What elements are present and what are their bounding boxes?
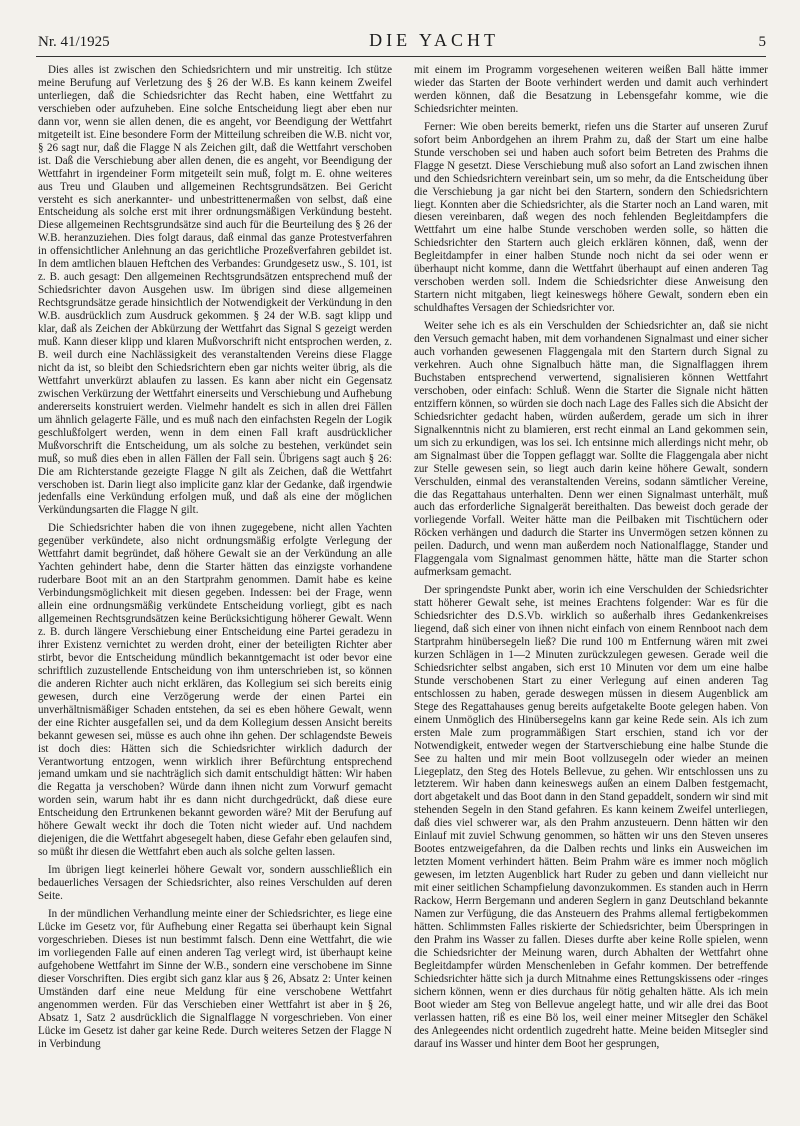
masthead-title: DIE YACHT xyxy=(369,30,499,50)
paragraph: Weiter sehe ich es als ein Verschulden der Schiedsrichter an, daß sie nicht den Versuch gemacht haben, mit dem vorhandenen Signalmast und einer sicher auch vorhanden gewesenen Flaggengala mit den Startern durch Signal zu verkehren. Auch ohne Signalbuch hätte man, die Signalflaggen ihrem Buchstaben entsprechend verwertend, signalisieren können Wettfahrt verschoben, oder einfach: Schluß. Wenn die Starter die Signale nicht hätten entziffern können, so würden sie doch nach Lage des Falles sich die Absicht der Schiedsrichter gedacht haben, würden außerdem, gerade um sich in ihrer Signalkenntnis nicht zu blamieren, erst recht einmal an Land gekommen sein, um sich zu erkundigen, was los sei. Ich entsinne mich allerdings nicht mehr, ob am Signalmast über die Toppen geflaggt war. Sollte die Flaggengala aber nicht zur Stelle gewesen sein, so liegt auch darin keine höhere Gewalt, sondern Verschulden, einmal des veranstaltenden Vereins, sodann sämtlicher Vereine, die das Regattahaus unterhalten. Denn wer einen Signalmast unterhält, muß auch das erforderliche Signalgerät bereithalten. Das beweist doch gerade der vorliegende Vorfall. Weiter hätte man die Peilbaken mit Tischtüchern oder Röcken verhängen und dadurch die Starter ins Unvermögen setzen können zu peilen. Dadurch, und wenn man außerdem noch Nationalflagge, Stander und Flaggengala vom Signalmast genommen hätte, hätte man die Starter schon aufmerksam gemacht. xyxy=(414,320,768,579)
left-column xyxy=(38,64,392,1116)
paragraph: Der springendste Punkt aber, worin ich eine Verschulden der Schiedsrichter statt höherer Gewalt sehe, ist meines Erachtens folgender: War es für die Schiedsrichter des D.S.Vb. wirklich so außerhalb ihres Gedankenkreises liegend, daß sich einer von ihnen nicht einfach von einem Rennboot nach dem Startprahm hinübersegeln ließ? Die rund 100 m Entfernung wären mit zwei kurzen Schlägen in 1—2 Minuten zurückzulegen gewesen. Gerade weil die Schiedsrichter selbst angaben, sich erst 10 Minuten vor dem um eine halbe Stunde verschobenen Start zu einer Verlegung auf einen anderen Tag entschlossen zu haben, gerade deswegen müssen in diesem Augenblick am Stege des Regattahauses genug bereits aufgetakelte Boote gelegen haben. Von einem Unmöglich des Hinübersegelns kann gar keine Rede sein. Als ich zum ersten Male zum programmäßigen Start erschien, stand ich vor der Notwendigkeit, entweder wegen der Startverschiebung eine halbe Stunde die See zu halten und mir mein Boot vollzusegeln oder wieder an meinen Liegeplatz, den Steg des Hotels Bellevue, zu gehen. Wir entschlossen uns zu letzterem. Wir haben dann keineswegs außen an einem Dalben festgemacht, dort abgetakelt und das Boot dann in den Stand gepaddelt, sondern wir sind mit stehenden Segeln in den Stand gefahren. Es kann keinem Zweifel unterliegen, daß dies viel schwerer war, als den Prahm anzusteuern. Denn hätten wir den Einlauf mit zuviel Schwung genommen, so hätten wir uns den Steven unseres Bootes entzweigefahren, da die Dalben rechts und links ein Ausweichen im letzten Moment verhindert hätten. Beim Prahm wäre es immer noch möglich gewesen, im letzten Augenblick hart Ruder zu geben und dann vielleicht nur mit einer seitlichen Schampfielung davonzukommen. Es standen auch in Herrn Rackow, Herrn Bergemann und anderen Seglern in ganz Deutschland bekannte Namen zur Verfügung, die das Ansteuern des Prahms allemal fertigbekommen hätten. Schlimmsten Falles riskierte der Schiedsrichter, beim Überspringen in den Prahm ins Wasser zu fallen. Dieses durfte aber keine Rolle spielen, wenn die Schiedsrichter der Meinung waren, durch Abhalten der Wettfahrt ohne Begleitdampfer würden Menschenleben in Gefahr kommen. Der betreffende Schiedsrichter hätte sich ja durch Mitnahme eines Rettungskissens oder -ringes sichern können, wenn er dies durchaus für nötig gehalten hätte. Als ich mein Boot wieder am Steg von Bellevue angelegt hatte, und wir alle drei das Boot verlassen hatten, riß es eine Bö los, weil einer meiner Mitsegler den Schäkel des Anlegeendes nicht ordentlich zugedreht hatte. Meine beiden Mitsegler sind darauf ins Wasser und hinter dem Boot her gesprungen, xyxy=(414,584,768,1050)
paragraph: Im übrigen liegt keinerlei höhere Gewalt vor, sondern ausschließlich ein bedauerliches Versagen der Schiedsrichter, also reines Verschulden auf deren Seite. xyxy=(38,864,392,903)
header-rule xyxy=(36,56,766,57)
page-header xyxy=(38,30,766,52)
paragraph: Die Schiedsrichter haben die von ihnen zugegebene, nicht allen Yachten gegenüber verkündete, also nicht ordnungsmäßig erfolgte Verlegung der Wettfahrt damit begründet, daß höhere Gewalt sie an der Verkündung an alle Yachten gehindert habe, denn die Starter hätten das einzigste vorhandene ruderbare Boot mit an an den Startprahm genommen. Damit habe es keine Verbindungsmöglichkeit mit diesen gegeben. Indessen: bei der Frage, wenn allein eine ordnungsmäßig verkündete Entscheidung vorliegt, gibt es nach allgemeinen Rechtsgrundsätzen keine Berücksichtigung höherer Gewalt. Wenn z. B. durch längere Verschiebung einer Entscheidung eine Partei geradezu in ihrer Existenz vernichtet zu werden droht, einer der beteiligten Richter aber stirbt, bevor die Entscheidung mündlich bekanntgemacht ist oder bevor eine schriftlich zuzustellende Entscheidung von ihm unterschrieben ist, so können die anderen Richter auch nicht erklären, das Kollegium sei sich bereits einig gewesen, durch eine Verzögerung werde der einen Partei ein unverhältnismäßiger Schaden entstehen, da sei es eben höhere Gewalt, wenn der eine Richter ausgefallen sei, und da dem Kollegium dessen Ansicht bereits bekannt gewesen sei, müsse es auch ohne ihn gehen. Der schlagendste Beweis ist doch dies: Hätten sich die Schiedsrichter wirklich dadurch der Verantwortung entzogen, wenn wirklich ihrer Befürchtung entsprechend jemand umkam und sie nachträglich sich damit entschuldigt hätten: Wir haben die Regatta ja verschoben? Würde dann ihnen nicht zum Vorwurf gemacht worden sein, warum habt ihr es dann nicht durchgedrückt, daß diese eure Entscheidung den Ertrunkenen bekannt geworden wäre? Mit der Berufung auf höhere Gewalt weckt ihr doch die Toten nicht wieder auf. Und nachdem diejenigen, die die Wettfahrt abgesegelt haben, diese Gefahr eben gelaufen sind, so müßt ihr diesen die Wettfahrt eben auch als solche gelten lassen. xyxy=(38,522,392,859)
issue-number: Nr. 41/1925 xyxy=(38,34,110,50)
paragraph: Ferner: Wie oben bereits bemerkt, riefen uns die Starter auf unseren Zuruf sofort beim Anbordgehen an ihrem Prahm zu, daß der Start um eine halbe Stunde verschoben sei und haben auch sofort beim Betreten des Prahms die Flagge N gesetzt. Diese Verschiebung muß also sofort an Land zwischen ihnen und den Schiedsrichtern vereinbart sein, um so mehr, da die Entscheidung über die Verschiebung ja gar nicht bei den Startern, sondern den Schiedsrichtern liegt. Konnten aber die Schiedsrichter, als die Starter noch an Land waren, mit diesen vereinbaren, daß wegen des noch fehlenden Begleitdampfers die Wettfahrt um eine halbe Stunde verschoben werden solle, so hätten die Schiedsrichter den Startern auch gleich erklären können, daß, wenn der Begleitdampfer in einer halben Stunde noch nicht da sei oder wenn er überhaupt nicht komme, dann die Wettfahrt überhaupt auf einen anderen Tag verschoben werden soll. Indem die Schiedsrichter diese Anweisung den Startern nicht mitgaben, liegt keineswegs höhere Gewalt, sondern eben ein schuldhaftes Versagen der Schiedsrichter vor. xyxy=(414,120,768,315)
right-column xyxy=(414,64,768,1116)
paragraph: Dies alles ist zwischen den Schiedsrichtern und mir unstreitig. Ich stütze meine Berufung auf Verletzung des § 26 der W.B. Es kann keinem Zweifel unterliegen, daß die Schiedsrichter das Recht haben, eine Wettfahrt zu verschieben oder aufzuheben. Eine solche Entscheidung liegt aber eben nur dann vor, wenn sie allen denen, die es angeht, vor Beendigung der Wettfahrt mitgeteilt ist. Eine besondere Form der Mitteilung schreiben die W.B. nicht vor, § 26 sagt nur, daß die Flagge N als Zeichen gilt, daß die Wettfahrt verschoben ist. Daß die Verschiebung aber allen denen, die es angeht, vor Beendigung der Wettfahrt in irgendeiner Form mitgeteilt sein muß, folgt m. E. ohne weiteres aus Treu und Glauben und allgemeinen Rechtsgrundsätzen. Bei Gericht versteht es sich anerkannter- und unbestrittenermaßen von selbst, daß eine Entscheidung als solche erst mit ihrer ordnungsmäßigen Verkündung besteht. Diese allgemeinen Rechtsgrundsätze sind auch für die Beurteilung des § 26 der W.B. heranzuziehen. Dies folgt daraus, daß einmal das ganze Protestverfahren in offensichtlicher Anlehnung an das gerichtliche Prozeßverfahren gebildet ist. In dem amtlichen blauen Heftchen des Verbandes: Grundgesetz usw., S. 101, ist z. B. auch gesagt: Den allgemeinen Rechtsgrundsätzen entsprechend muß der Schiedsrichter davon Ausgehen usw. Im übrigen sind diese allgemeinen Rechtsgrundsätze gerade hinsichtlich der Notwendigkeit der Verkündung in den W.B. ausdrücklich zum Ausdruck gekommen. § 24 der W.B. sagt klipp und klar, daß als Zeichen der Abkürzung der Wettfahrt das Signal S gezeigt werden muß. Kann dieser klipp und klaren Mußvorschrift nicht entsprochen werden, z. B. weil durch eine Nachlässigkeit des veranstaltenden Vereins diese Flagge nicht da ist, so bleibt den Schiedsrichtern eben gar nichts weiter übrig, als die Wettfahrt unverkürzt ablaufen zu lassen. Es kann aber nicht ein Gegensatz zwischen Verkürzung der Wettfahrt einerseits und Verschiebung und Aufhebung andererseits konstruiert werden. Vielmehr handelt es sich in allen drei Fällen um ähnlich gelagerte Fälle, und es muß nach den einfachsten Regeln der Logik geschlußfolgert werden, wenn in dem einen Fall kraft ausdrücklicher Mußvorschrift die Entscheidung, um als solche zu bestehen, verkündet sein muß, so muß dies eben in allen Fällen der Fall sein. Übrigens sagt auch § 26: Die am Richterstande gezeigte Flagge N gilt als Zeichen, daß die Wettfahrt verschoben ist. Darin liegt also implicite ganz klar der Gedanke, daß irgendwie jedenfalls eine Verkündung erfolgen muß, und daß als eine der möglichen Verkündungsarten die Flagge N gilt. xyxy=(38,64,392,517)
paragraph: mit einem im Programm vorgesehenen weiteren weißen Ball hätte immer wieder das Starten der Boote verhindert werden und damit auch verhindert werden können, daß die Besatzung in Lebensgefahr komme, wie die Schiedsrichter meinten. xyxy=(414,64,768,115)
paragraph: In der mündlichen Verhandlung meinte einer der Schiedsrichter, es liege eine Lücke im Gesetz vor, für Aufhebung einer Regatta sei überhaupt kein Signal vorgeschrieben. Dieses ist nun bestimmt falsch. Denn eine Wettfahrt, die wie im vorliegenden Falle auf einen anderen Tag verlegt wird, ist überhaupt keine aufgehobene Wettfahrt im Sinne der W.B., sondern eine verschobene im Sinne dieser Vorschriften. Dies ergibt sich ganz klar aus § 26, Absatz 2: Unter keinen Umständen darf eine neue Meldung für eine verschobene Wettfahrt angenommen werden. Für das Verschieben einer Wettfahrt ist aber in § 26, Absatz 1, Satz 2 ausdrücklich die Signalflagge N vorgeschrieben. Von einer Lücke im Gesetz ist daher gar keine Rede. Durch weiteres Setzen der Flagge N in Verbindung xyxy=(38,908,392,1050)
page-number: 5 xyxy=(758,34,766,50)
